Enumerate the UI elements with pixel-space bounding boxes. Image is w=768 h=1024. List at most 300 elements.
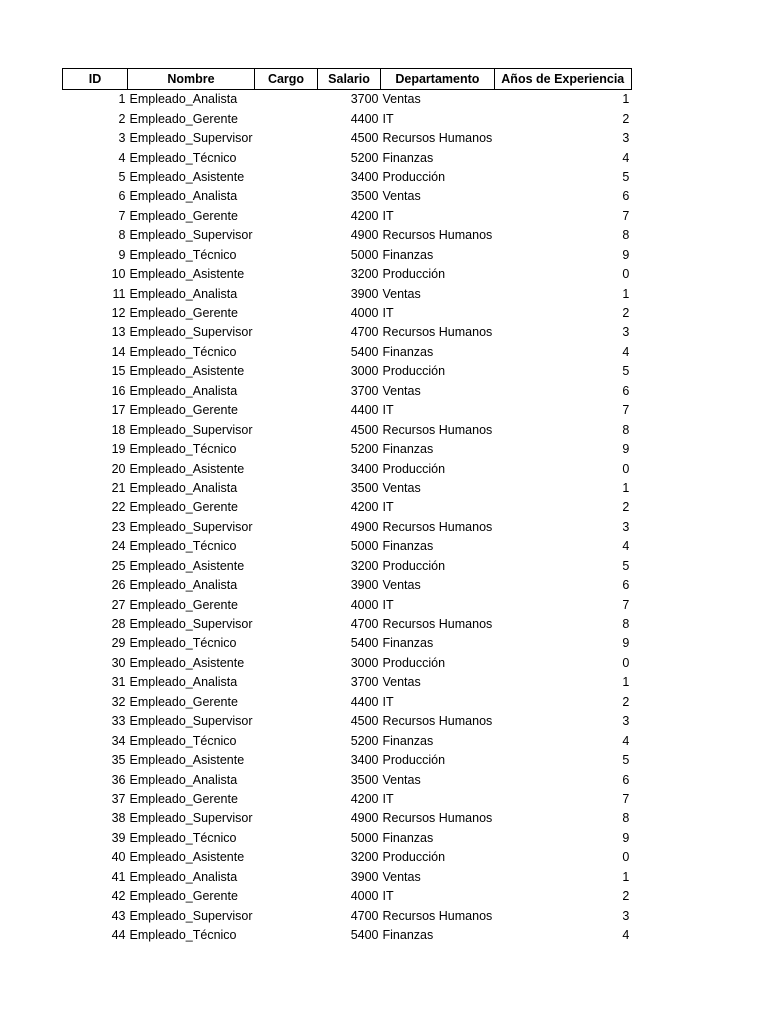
cell-id: 29 [111,636,126,651]
cell-id: 40 [111,850,126,865]
cell-departamento: Recursos Humanos [382,519,493,534]
cell-anos-experiencia: 5 [622,364,630,379]
cell-id: 11 [112,286,126,301]
cell-cargo [255,362,318,381]
cell-cargo [255,868,318,887]
cell-salario: 3000 [350,364,379,379]
table-row [63,323,632,342]
cell-anos-experiencia: 7 [622,791,630,806]
cell-id: 44 [111,928,126,943]
cell-nombre: Empleado_Analista [129,286,238,301]
cell-nombre: Empleado_Supervisor [129,908,253,923]
cell-id: 12 [111,306,126,321]
table-row [63,557,632,576]
cell-anos-experiencia: 9 [622,636,630,651]
cell-departamento: IT [382,500,394,515]
cell-id: 5 [118,169,126,184]
cell-cargo [255,576,318,595]
cell-departamento: Finanzas [382,247,434,262]
cell-nombre: Empleado_Supervisor [129,228,253,243]
cell-nombre: Empleado_Analista [129,383,238,398]
cell-cargo [255,323,318,342]
cell-salario: 3500 [350,189,379,204]
table-row [63,343,632,362]
cell-departamento: IT [382,791,394,806]
cell-salario: 3400 [350,461,379,476]
cell-id: 7 [118,208,126,223]
cell-id: 6 [118,189,126,204]
cell-nombre: Empleado_Analista [129,772,238,787]
cell-salario: 4900 [350,811,379,826]
cell-salario: 3400 [350,169,379,184]
table-row [63,731,632,750]
cell-id: 24 [111,539,126,554]
cell-cargo [255,848,318,867]
cell-id: 39 [111,830,126,845]
cell-cargo [255,479,318,498]
cell-cargo [255,420,318,439]
table-row [63,712,632,731]
table-row [63,440,632,459]
table-row [63,595,632,614]
cell-id: 38 [111,811,126,826]
cell-salario: 3200 [350,850,379,865]
table-row [63,751,632,770]
cell-id: 37 [111,791,126,806]
cell-anos-experiencia: 6 [622,772,630,787]
cell-id: 30 [111,655,126,670]
table-row [63,401,632,420]
cell-nombre: Empleado_Técnico [129,442,237,457]
table-row [63,226,632,245]
cell-cargo [255,343,318,362]
cell-cargo [255,168,318,187]
table-row [63,109,632,128]
cell-departamento: Finanzas [382,150,434,165]
cell-nombre: Empleado_Gerente [129,791,238,806]
cell-cargo [255,284,318,303]
table-row [63,926,632,945]
cell-nombre: Empleado_Asistente [129,267,245,282]
cell-id: 16 [111,383,126,398]
spreadsheet-sheet [62,68,632,945]
cell-cargo [255,557,318,576]
table-row [63,459,632,478]
table-row [63,498,632,517]
cell-anos-experiencia: 2 [622,694,630,709]
cell-cargo [255,615,318,634]
cell-anos-experiencia: 8 [622,617,630,632]
cell-nombre: Empleado_Asistente [129,364,245,379]
table-row [63,265,632,284]
cell-anos-experiencia: 5 [622,169,630,184]
cell-salario: 4400 [350,111,379,126]
cell-cargo [255,693,318,712]
cell-departamento: Finanzas [382,928,434,943]
cell-salario: 4400 [350,694,379,709]
cell-anos-experiencia: 1 [622,480,630,495]
table-row [63,362,632,381]
cell-id: 42 [111,889,126,904]
cell-cargo [255,751,318,770]
cell-salario: 4200 [350,500,379,515]
cell-cargo [255,304,318,323]
cell-id: 25 [111,558,126,573]
cell-salario: 5200 [350,733,379,748]
cell-id: 17 [111,403,126,418]
cell-id: 19 [111,442,126,457]
table-row [63,809,632,828]
cell-anos-experiencia: 9 [622,830,630,845]
cell-cargo [255,90,318,110]
cell-departamento: IT [382,597,394,612]
cell-salario: 5400 [350,928,379,943]
cell-departamento: Finanzas [382,733,434,748]
cell-departamento: Producción [382,267,446,282]
cell-salario: 5400 [350,636,379,651]
cell-id: 27 [111,597,126,612]
table-row [63,420,632,439]
cell-departamento: Recursos Humanos [382,811,493,826]
table-row [63,634,632,653]
cell-anos-experiencia: 3 [622,325,630,340]
cell-cargo [255,498,318,517]
table-row [63,615,632,634]
cell-nombre: Empleado_Técnico [129,636,237,651]
table-row [63,207,632,226]
cell-salario: 4700 [350,617,379,632]
cell-nombre: Empleado_Asistente [129,169,245,184]
cell-anos-experiencia: 5 [622,558,630,573]
table-row [63,284,632,303]
cell-salario: 3200 [350,558,379,573]
cell-id: 3 [118,131,126,146]
cell-id: 33 [111,714,126,729]
cell-anos-experiencia: 2 [622,500,630,515]
cell-salario: 5200 [350,150,379,165]
cell-cargo [255,654,318,673]
cell-departamento: Recursos Humanos [382,714,493,729]
cell-id: 21 [111,480,126,495]
cell-salario: 4200 [350,208,379,223]
cell-departamento: Producción [382,850,446,865]
cell-nombre: Empleado_Analista [129,675,238,690]
cell-nombre: Empleado_Técnico [129,928,237,943]
cell-anos-experiencia: 1 [622,869,630,884]
cell-salario: 4400 [350,403,379,418]
table-row [63,90,632,110]
cell-nombre: Empleado_Analista [129,189,238,204]
cell-salario: 5000 [350,247,379,262]
cell-anos-experiencia: 6 [622,383,630,398]
cell-anos-experiencia: 2 [622,306,630,321]
cell-nombre: Empleado_Supervisor [129,714,253,729]
cell-nombre: Empleado_Técnico [129,150,237,165]
cell-nombre: Empleado_Gerente [129,889,238,904]
cell-cargo [255,148,318,167]
cell-anos-experiencia: 2 [622,111,630,126]
cell-anos-experiencia: 1 [622,286,630,301]
cell-anos-experiencia: 0 [622,461,630,476]
cell-nombre: Empleado_Asistente [129,753,245,768]
cell-departamento: Finanzas [382,442,434,457]
cell-anos-experiencia: 7 [622,403,630,418]
table-body [63,90,632,946]
cell-salario: 5400 [350,344,379,359]
cell-departamento: Ventas [382,189,421,204]
cell-anos-experiencia: 4 [622,344,630,359]
cell-salario: 4000 [350,306,379,321]
cell-nombre: Empleado_Analista [129,480,238,495]
table-row [63,518,632,537]
table-row [63,187,632,206]
table-row [63,246,632,265]
cell-nombre: Empleado_Supervisor [129,811,253,826]
cell-cargo [255,401,318,420]
cell-salario: 4000 [350,889,379,904]
table-row [63,129,632,148]
cell-salario: 3000 [350,655,379,670]
table-row [63,576,632,595]
cell-nombre: Empleado_Analista [129,578,238,593]
cell-salario: 5200 [350,442,379,457]
cell-nombre: Empleado_Asistente [129,558,245,573]
cell-anos-experiencia: 8 [622,228,630,243]
cell-cargo [255,634,318,653]
cell-nombre: Empleado_Gerente [129,208,238,223]
cell-cargo [255,459,318,478]
cell-salario: 3900 [350,869,379,884]
cell-salario: 3900 [350,286,379,301]
cell-departamento: Producción [382,461,446,476]
table-row [63,382,632,401]
cell-id: 9 [118,247,126,262]
header-row [63,69,632,90]
cell-salario: 3700 [350,675,379,690]
cell-nombre: Empleado_Gerente [129,694,238,709]
cell-anos-experiencia: 4 [622,539,630,554]
cell-nombre: Empleado_Asistente [129,850,245,865]
cell-nombre: Empleado_Técnico [129,830,237,845]
table-row [63,693,632,712]
cell-nombre: Empleado_Analista [129,92,238,107]
header-id: ID [63,69,128,90]
table-row [63,906,632,925]
cell-salario: 3900 [350,578,379,593]
cell-anos-experiencia: 7 [622,208,630,223]
header-departamento: Departamento [381,69,495,90]
cell-departamento: Producción [382,655,446,670]
header-cargo: Cargo [255,69,318,90]
header-anos-experiencia: Años de Experiencia [494,69,631,90]
cell-anos-experiencia: 4 [622,928,630,943]
cell-id: 32 [111,694,126,709]
cell-salario: 3700 [350,92,379,107]
cell-id: 23 [111,519,126,534]
cell-nombre: Empleado_Gerente [129,403,238,418]
cell-departamento: Ventas [382,772,421,787]
cell-departamento: Recursos Humanos [382,228,493,243]
cell-id: 18 [111,422,126,437]
cell-departamento: Recursos Humanos [382,422,493,437]
cell-salario: 3500 [350,772,379,787]
cell-id: 28 [111,617,126,632]
cell-cargo [255,246,318,265]
cell-anos-experiencia: 0 [622,850,630,865]
cell-cargo [255,887,318,906]
table-row [63,829,632,848]
cell-salario: 3200 [350,267,379,282]
cell-cargo [255,207,318,226]
cell-salario: 4000 [350,597,379,612]
cell-cargo [255,440,318,459]
cell-nombre: Empleado_Supervisor [129,519,253,534]
cell-departamento: IT [382,306,394,321]
cell-anos-experiencia: 0 [622,267,630,282]
header-nombre: Nombre [128,69,255,90]
cell-anos-experiencia: 1 [622,675,630,690]
cell-departamento: Producción [382,753,446,768]
table-row [63,537,632,556]
cell-nombre: Empleado_Asistente [129,461,245,476]
cell-anos-experiencia: 8 [622,422,630,437]
cell-cargo [255,731,318,750]
table-row [63,168,632,187]
cell-departamento: Ventas [382,869,421,884]
cell-departamento: Ventas [382,480,421,495]
cell-nombre: Empleado_Técnico [129,247,237,262]
cell-nombre: Empleado_Gerente [129,597,238,612]
cell-cargo [255,712,318,731]
cell-cargo [255,829,318,848]
cell-salario: 4700 [350,325,379,340]
cell-cargo [255,226,318,245]
cell-salario: 3400 [350,753,379,768]
employee-table [62,68,632,945]
cell-salario: 4700 [350,908,379,923]
cell-salario: 5000 [350,830,379,845]
cell-anos-experiencia: 5 [622,753,630,768]
table-row [63,148,632,167]
cell-cargo [255,518,318,537]
cell-salario: 4900 [350,519,379,534]
cell-id: 14 [111,344,126,359]
cell-nombre: Empleado_Asistente [129,655,245,670]
cell-id: 26 [111,578,126,593]
cell-id: 35 [111,753,126,768]
cell-cargo [255,382,318,401]
cell-id: 4 [118,150,126,165]
cell-salario: 4200 [350,791,379,806]
cell-departamento: Finanzas [382,344,434,359]
cell-departamento: IT [382,694,394,709]
cell-cargo [255,109,318,128]
cell-nombre: Empleado_Supervisor [129,325,253,340]
cell-departamento: Recursos Humanos [382,617,493,632]
cell-anos-experiencia: 3 [622,714,630,729]
cell-departamento: Ventas [382,92,421,107]
cell-departamento: Finanzas [382,830,434,845]
cell-id: 15 [111,364,126,379]
cell-anos-experiencia: 6 [622,578,630,593]
cell-cargo [255,790,318,809]
table-row [63,887,632,906]
cell-departamento: Finanzas [382,636,434,651]
cell-nombre: Empleado_Técnico [129,733,237,748]
cell-anos-experiencia: 6 [622,189,630,204]
cell-nombre: Empleado_Gerente [129,306,238,321]
cell-salario: 4500 [350,714,379,729]
cell-salario: 4500 [350,422,379,437]
cell-anos-experiencia: 9 [622,247,630,262]
cell-departamento: Ventas [382,578,421,593]
cell-nombre: Empleado_Gerente [129,500,238,515]
cell-salario: 3500 [350,480,379,495]
cell-id: 13 [111,325,126,340]
cell-id: 36 [111,772,126,787]
cell-id: 10 [111,267,126,282]
cell-departamento: Producción [382,558,446,573]
cell-cargo [255,187,318,206]
cell-departamento: Recursos Humanos [382,131,493,146]
cell-id: 41 [111,869,126,884]
cell-anos-experiencia: 1 [622,92,630,107]
cell-cargo [255,265,318,284]
cell-departamento: Recursos Humanos [382,908,493,923]
cell-departamento: Ventas [382,675,421,690]
cell-id: 2 [118,111,126,126]
cell-cargo [255,129,318,148]
cell-anos-experiencia: 7 [622,597,630,612]
cell-anos-experiencia: 9 [622,442,630,457]
cell-anos-experiencia: 2 [622,889,630,904]
cell-anos-experiencia: 3 [622,908,630,923]
cell-departamento: Finanzas [382,539,434,554]
cell-departamento: Ventas [382,286,421,301]
cell-nombre: Empleado_Técnico [129,539,237,554]
cell-anos-experiencia: 8 [622,811,630,826]
cell-departamento: IT [382,208,394,223]
cell-anos-experiencia: 3 [622,519,630,534]
cell-anos-experiencia: 4 [622,150,630,165]
cell-nombre: Empleado_Técnico [129,344,237,359]
cell-cargo [255,673,318,692]
cell-departamento: IT [382,889,394,904]
cell-departamento: Ventas [382,383,421,398]
cell-salario: 4900 [350,228,379,243]
cell-id: 22 [111,500,126,515]
cell-cargo [255,809,318,828]
cell-departamento: IT [382,403,394,418]
table-row [63,654,632,673]
table-row [63,790,632,809]
cell-cargo [255,770,318,789]
cell-anos-experiencia: 4 [622,733,630,748]
cell-anos-experiencia: 0 [622,655,630,670]
cell-salario: 3700 [350,383,379,398]
cell-id: 31 [111,675,126,690]
cell-nombre: Empleado_Gerente [129,111,238,126]
cell-nombre: Empleado_Analista [129,869,238,884]
table-row [63,673,632,692]
cell-cargo [255,906,318,925]
cell-salario: 5000 [350,539,379,554]
cell-cargo [255,537,318,556]
cell-departamento: Producción [382,364,446,379]
cell-anos-experiencia: 3 [622,131,630,146]
cell-id: 8 [118,228,126,243]
cell-id: 1 [118,92,126,107]
